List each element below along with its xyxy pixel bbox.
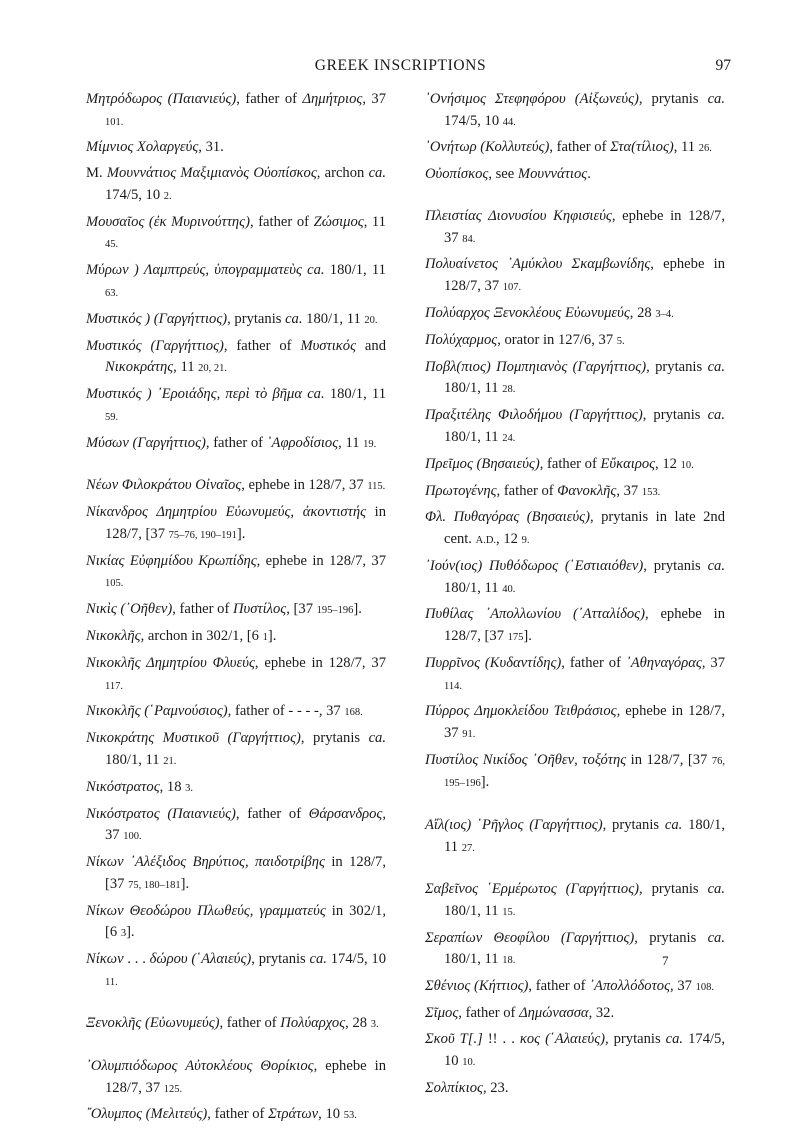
entry-name: Νίκων <box>86 951 124 968</box>
line-reference: 11. <box>105 976 118 988</box>
entry-name: Πυστίλος <box>232 601 287 618</box>
entry-text: , father of <box>219 1015 281 1032</box>
line-reference: 125. <box>163 1083 183 1095</box>
index-entry <box>425 330 725 353</box>
entry-text: , father of <box>236 91 303 107</box>
line-reference: 105. <box>105 578 124 590</box>
line-reference: 91. <box>462 729 476 740</box>
entry-text: 174/5, 10 <box>326 951 387 968</box>
entry-name: ca. <box>368 165 386 182</box>
entry-text: , father of <box>205 434 267 451</box>
line-reference: 75–76, 190–191 <box>168 529 237 541</box>
entry-name: Πραξιτέλης Φιλοδήμου (Γαργήττιος) <box>425 407 643 424</box>
entry-text: , father of <box>458 1005 520 1022</box>
entry-text: , father of <box>539 455 601 472</box>
entry-name: Πυθίλας ᾿Απολλωνίου (᾿Ατταλίδος) <box>425 606 645 623</box>
entry-name: Σῖμος <box>425 1005 459 1022</box>
entry-text: , prytanis <box>639 881 708 898</box>
entry-text: , ephebe in 128/7, 37 <box>241 477 368 494</box>
entry-name: Νίκων Θεοδώρου Πλωθεύς, γραμματεύς <box>86 902 326 919</box>
index-entry <box>86 901 386 945</box>
entry-name: Νικοκλῆς <box>86 628 141 645</box>
entry-text: , 12 <box>496 531 522 548</box>
index-entry <box>425 1078 725 1100</box>
entry-name: Οὐοπίσκος <box>425 166 489 183</box>
entry-text: , father of <box>223 337 301 354</box>
entry-name: ca. <box>707 881 725 898</box>
index-entry <box>425 303 725 326</box>
line-reference: 153. <box>641 486 661 498</box>
entry-name: ca. <box>665 1031 684 1048</box>
index-entry <box>86 804 386 848</box>
index-entry <box>86 1104 386 1127</box>
entry-name: Ποβλ(πιος) Πομπηιανὸς (Γαργήττιος) <box>425 358 647 375</box>
entry-name: Δημώνασσα <box>519 1005 589 1022</box>
entry-name: ᾿Αφροδίσιος <box>266 434 339 451</box>
line-reference: 10. <box>462 1056 476 1068</box>
entry-name: Στράτων <box>268 1106 319 1123</box>
index-entry <box>425 1029 725 1073</box>
entry-text: , 11 <box>173 359 199 376</box>
index-entry <box>425 89 725 133</box>
entry-text: ]. <box>126 924 135 941</box>
entry-name: Πυστίλος Νικίδος ᾿Οῆθεν, τοξότης <box>425 751 627 768</box>
entry-text: in 128/7, [37 <box>626 751 712 768</box>
entry-name: Σαβεῖνος ῾Ερμέρωτος (Γαργήττιος) <box>425 881 639 898</box>
entry-name: Μουσαῖος (ἐκ Μυρινούττης) <box>86 213 250 230</box>
entry-text: , 11 <box>673 139 699 156</box>
line-reference: 108. <box>695 982 714 994</box>
index-column-left <box>86 89 386 1131</box>
index-entry <box>425 454 725 477</box>
entry-text: , 37 <box>670 978 696 995</box>
index-entry <box>86 626 386 649</box>
entry-name: Σεραπίων Θεοφίλου (Γαργήττιος) <box>425 929 635 946</box>
line-reference: 40. <box>502 583 516 595</box>
entry-text: in 302/1, [6 <box>105 902 387 941</box>
index-entry <box>425 164 725 186</box>
index-entry <box>86 701 386 724</box>
entry-name: ᾿Απολλόδοτος <box>589 978 671 995</box>
entry-text: , ephebe in 128/7, 37 <box>105 1057 386 1096</box>
index-entry <box>86 163 386 207</box>
entry-name: Νέων Φιλοκράτου Οἰναῖος <box>86 477 242 494</box>
entry-name: Φανοκλῆς <box>557 482 617 499</box>
entry-text: ]. <box>523 628 532 645</box>
line-reference: 100. <box>123 831 142 843</box>
entry-text: , prytanis <box>602 817 665 834</box>
entry-name: Μυστικός (Γαργήττιος) <box>86 337 224 354</box>
entry-name: Πολύαρχος <box>280 1015 346 1032</box>
index-entry <box>425 815 725 859</box>
entry-text: , prytanis <box>227 310 286 327</box>
line-reference: 53. <box>343 1110 357 1122</box>
line-reference: 2. <box>163 190 172 202</box>
index-entry <box>425 976 725 999</box>
entry-text: ]. <box>353 601 362 618</box>
index-entry <box>425 1003 725 1025</box>
entry-text: , prytanis <box>643 557 708 574</box>
entry-text: , [37 <box>286 601 317 618</box>
entry-text: in 128/7, [37 <box>105 854 386 892</box>
entry-text: , father of <box>172 601 233 618</box>
entry-name: Νικόστρατος <box>86 778 160 795</box>
signature-mark: 7 <box>662 953 669 968</box>
line-reference: 10. <box>680 459 694 471</box>
index-entry <box>425 405 725 449</box>
entry-text: , 12 <box>655 455 681 472</box>
index-entry <box>86 1056 386 1100</box>
index-entry <box>86 777 386 800</box>
entry-name: Πύρρος Δημοκλείδου Τειθράσιος <box>425 703 617 720</box>
entry-text: , ephebe in 128/7, 37 <box>444 256 725 295</box>
line-reference: 5. <box>616 335 625 347</box>
entry-name: ca. <box>368 730 387 747</box>
index-entry <box>86 384 386 428</box>
entry-text: , prytanis in late 2nd cent. <box>444 509 725 548</box>
index-entry <box>425 206 725 250</box>
index-entry <box>86 551 386 595</box>
entry-text: 174/5, 10 <box>105 186 164 203</box>
entry-name: Πρωτογένης <box>425 482 497 499</box>
index-entry <box>86 309 386 332</box>
entry-name: ᾿Ιούν(ιος) Πυθόδωρος (῾Εστιαιόθεν) <box>425 557 644 574</box>
page-number: 97 <box>715 57 731 74</box>
running-header <box>0 57 801 77</box>
index-entry <box>86 949 386 993</box>
entry-name: ca. <box>707 929 725 946</box>
entry-text: , archon <box>316 165 369 182</box>
entry-text: , prytanis <box>642 407 708 424</box>
index-entry <box>86 336 386 380</box>
entry-text: , 18 <box>159 778 186 795</box>
line-reference: 107. <box>502 282 522 294</box>
index-column-right <box>425 89 725 1103</box>
entry-name: Νίκων ᾿Αλέξιδος Βηρύτιος, παιδοτρίβης <box>86 854 325 871</box>
line-reference: 75, 180–181 <box>128 879 181 891</box>
entry-name: Νικίας Εὐφημίδου Κρωπίδης <box>86 552 257 569</box>
entry-text: , 23. <box>482 1079 509 1096</box>
running-title: GREEK INSCRIPTIONS <box>314 57 487 74</box>
line-reference: 44. <box>502 116 516 128</box>
entry-text: , archon in 302/1, [6 <box>140 628 263 645</box>
entry-text: ]. <box>236 525 246 542</box>
index-entry <box>86 137 386 159</box>
entry-text: 180/1, 11 <box>444 951 503 968</box>
entry-name: Νικόστρατος (Παιανιεύς) <box>86 805 236 822</box>
entry-name: Μίμνιος Χολαργεύς <box>86 139 199 156</box>
index-entry <box>425 653 725 697</box>
entry-text: , father of <box>528 978 590 995</box>
entry-name: Σκοῦ Τ[.] <box>425 1031 483 1048</box>
line-reference: 20, 21. <box>198 363 228 375</box>
entry-name: Νικοκράτης Μυστικοῦ (Γαργήττιος) <box>86 730 301 747</box>
line-reference: 175 <box>507 632 524 644</box>
line-reference: A.D. <box>475 535 497 547</box>
entry-name: Πυρρῖνος (Κυδαντίδης) <box>425 654 562 671</box>
line-reference: 3. <box>185 782 194 794</box>
entry-text: , ephebe in 128/7, 37 <box>444 703 725 741</box>
entry-text: , 31. <box>198 139 224 156</box>
entry-name: Φλ. Πυθαγόρας (Βησαιεύς) <box>425 509 590 526</box>
line-reference: 3. <box>370 1019 379 1031</box>
line-reference: 76, 195–196 <box>444 755 725 790</box>
entry-name: Μύσων (Γαργήττιος) <box>86 434 206 451</box>
entry-name: Εὔκαιρος <box>600 455 656 472</box>
entry-name: Μητρόδωρος (Παιανιεύς) <box>86 91 237 107</box>
entry-name: Στα(τίλιος) <box>610 139 674 156</box>
entry-text: , father of - - - -, 37 <box>227 703 345 720</box>
entry-name: Σθένιος (Κήττιος) <box>425 978 529 995</box>
entry-text: , prytanis <box>646 358 708 375</box>
entry-name: Μυστικός ) (Γαργήττιος) <box>86 310 228 327</box>
line-reference: 45. <box>105 239 119 251</box>
entry-name: Νικοκράτης <box>105 359 174 376</box>
line-reference: 9. <box>521 535 530 547</box>
entry-text: , father of <box>561 654 626 671</box>
entry-name: ca. <box>664 817 683 834</box>
entry-text: , 32. <box>588 1005 615 1022</box>
entry-text: , prytanis <box>634 929 708 946</box>
index-entry <box>86 475 386 498</box>
entry-text: , ephebe in 128/7, 37 <box>254 654 386 671</box>
index-entry <box>86 728 386 772</box>
entry-text: , father of <box>549 139 611 156</box>
entry-name: ῎Ολυμπος (Μελιτεύς) <box>86 1106 208 1123</box>
entry-text: 180/1, 11 <box>444 817 726 855</box>
line-reference: 117. <box>105 680 123 692</box>
entry-name: Πλειστίας Διονυσίου Κηφισιεύς <box>425 207 612 224</box>
line-reference: 114. <box>444 680 462 692</box>
line-reference: 84. <box>462 233 476 245</box>
entry-text: , ephebe in 128/7, 37 <box>256 552 386 569</box>
entry-name: ca. <box>285 310 303 327</box>
line-reference: 101. <box>105 116 124 128</box>
entry-text: , ephebe in 128/7, [37 <box>444 606 725 645</box>
entry-text: ]. <box>480 774 490 791</box>
entry-text: 180/1, 11 <box>105 751 164 768</box>
entry-name: Νικοκλῆς (῾Ραμνούσιος) <box>86 703 228 720</box>
entry-text: 180/1, 11 <box>324 386 386 403</box>
entry-name: Σολπίκιος <box>425 1079 483 1096</box>
entry-text: , 11 <box>338 434 364 451</box>
index-entry <box>425 254 725 298</box>
line-reference: 1 <box>262 632 268 644</box>
entry-text: , ephebe in 128/7, 37 <box>444 207 725 246</box>
line-reference: 21. <box>163 755 177 767</box>
index-entry <box>86 260 386 304</box>
entry-text: , 37 <box>362 91 387 107</box>
entry-name: ᾿Ολυμπιόδωρος Αὐτοκλέους Θορίκιος <box>86 1057 314 1074</box>
entry-name: Πολυαίνετος ᾿Αμύκλου Σκαμβωνίδης <box>425 256 651 273</box>
entry-text: , father of <box>496 482 558 499</box>
index-entry <box>425 604 725 648</box>
line-reference: 18. <box>502 955 516 967</box>
entry-text: 180/1, 11 <box>324 262 386 279</box>
line-reference: 3 <box>120 928 127 940</box>
line-reference: 28. <box>502 384 516 396</box>
index-entry <box>86 212 386 256</box>
entry-text: , 37 <box>701 654 725 671</box>
entry-name: δώρου (῾Αλαιεύς) <box>149 951 252 968</box>
entry-text: , prytanis <box>638 91 708 107</box>
entry-name: Αἴλ(ιος) ῾Ρῆγλος (Γαργήττιος) <box>425 817 603 834</box>
line-reference: 168. <box>344 707 363 719</box>
index-entry <box>86 852 386 896</box>
entry-text: , prytanis <box>604 1031 666 1048</box>
index-entry <box>86 433 386 456</box>
line-reference: 24. <box>502 432 516 444</box>
entry-text: , father of <box>249 213 314 230</box>
line-reference: 115. <box>367 481 386 493</box>
entry-text: Μ. <box>86 165 107 182</box>
entry-name: Μυστικός <box>300 337 357 354</box>
entry-name: Πολύαρχος Ξενοκλέους Εὐωνυμεύς <box>425 304 630 321</box>
entry-text: 180/1, 11 <box>444 902 503 919</box>
entry-text: , 10 <box>318 1106 344 1123</box>
entry-text: , see <box>488 166 518 183</box>
entry-name: ᾿Ονήσιμος Στεφηφόρου (Αἰξωνεύς) <box>425 91 639 107</box>
entry-text: , orator in 127/6, 37 <box>497 331 617 348</box>
entry-name: Ζώσιμος <box>313 213 364 230</box>
index-entry <box>425 357 725 401</box>
index-entry <box>425 928 725 972</box>
entry-text: , father of <box>207 1106 269 1123</box>
entry-text: in 128/7, [37 <box>105 504 386 542</box>
entry-name: κος (῾Αλαιεύς) <box>519 1031 605 1048</box>
entry-text: , 28 <box>345 1015 371 1032</box>
entry-name: ca. <box>707 557 725 574</box>
line-reference: 59. <box>105 411 119 423</box>
entry-text: , 37 <box>616 482 642 499</box>
index-entry <box>425 507 725 551</box>
entry-name: Νίκανδρος Δημητρίου Εὐωνυμεύς, ἀκοντιστής <box>86 504 366 521</box>
entry-name: ca. <box>707 358 726 375</box>
line-reference: 63. <box>105 287 119 299</box>
entry-name: Θάρσανδρος <box>308 805 383 822</box>
entry-name: Μουννάτιος Μαξιμιανὸς Οὐοπίσκος <box>106 165 317 182</box>
index-entry <box>86 1013 386 1036</box>
line-reference: 195–196 <box>316 605 354 617</box>
entry-text: , father of <box>235 805 309 822</box>
index-entry <box>86 599 386 622</box>
entry-text: , 11 <box>363 213 386 230</box>
entry-text: ]. <box>180 875 190 892</box>
index-entry <box>86 89 386 133</box>
entry-text: , prytanis <box>251 951 310 968</box>
line-reference: 3–4. <box>655 308 674 320</box>
index-entry <box>86 502 386 546</box>
entry-text: 180/1, 11 <box>444 380 503 397</box>
entry-name: ᾿Αθηναγόρας <box>625 654 702 671</box>
entry-text: , prytanis <box>300 730 369 747</box>
entry-name: Δημήτριος <box>302 91 363 107</box>
line-reference: 26. <box>698 143 712 155</box>
index-entry <box>425 137 725 160</box>
entry-text: . . . <box>123 951 150 968</box>
entry-name: ca. <box>707 407 725 424</box>
entry-name: Ξενοκλῆς (Εὐωνυμεύς) <box>86 1015 220 1032</box>
entry-text: 174/5, 10 <box>444 112 503 129</box>
entry-name: Μουννάτιος <box>517 166 588 183</box>
index-entry <box>425 556 725 600</box>
entry-name: Πρεῖμος (Βησαιεύς) <box>425 455 540 472</box>
index-entry <box>86 653 386 697</box>
line-reference: 15. <box>502 906 516 918</box>
entry-name: Πολύχαρμος <box>425 331 498 348</box>
entry-text: 174/5, 10 <box>444 1031 725 1069</box>
line-reference: 19. <box>363 438 377 450</box>
entry-text: . <box>587 166 591 183</box>
entry-text: , 28 <box>629 304 656 321</box>
index-entry <box>425 481 725 504</box>
entry-name: Νικοκλῆς Δημητρίου Φλυεύς <box>86 654 255 671</box>
entry-text: !! . . <box>482 1031 520 1048</box>
entry-text: 180/1, 11 <box>302 310 365 327</box>
entry-text: , 37 <box>105 805 386 844</box>
line-reference: 20. <box>364 314 378 326</box>
entry-name: ᾿Ονήτωρ (Κολλυτεύς) <box>425 139 550 156</box>
index-entry <box>425 879 725 923</box>
entry-name: Μυστικός ) ᾿Ερoιάδης, περὶ τὸ βῆμα ca. <box>86 386 325 403</box>
entry-text: 180/1, 11 <box>444 428 503 445</box>
entry-name: ca. <box>309 951 327 968</box>
entry-name: ca. <box>707 91 725 107</box>
entry-text: and <box>356 337 386 354</box>
entry-text: 180/1, 11 <box>444 579 503 596</box>
entry-name: Μύρων ) Λαμπτρεύς, ὑπογραμματεὺς ca. <box>86 262 325 279</box>
index-entry <box>425 750 725 795</box>
entry-text: ]. <box>267 628 277 645</box>
line-reference: 27. <box>461 842 475 854</box>
entry-name: Νικὶς (᾿Οῆθεν) <box>86 601 173 618</box>
index-entry <box>425 701 725 745</box>
